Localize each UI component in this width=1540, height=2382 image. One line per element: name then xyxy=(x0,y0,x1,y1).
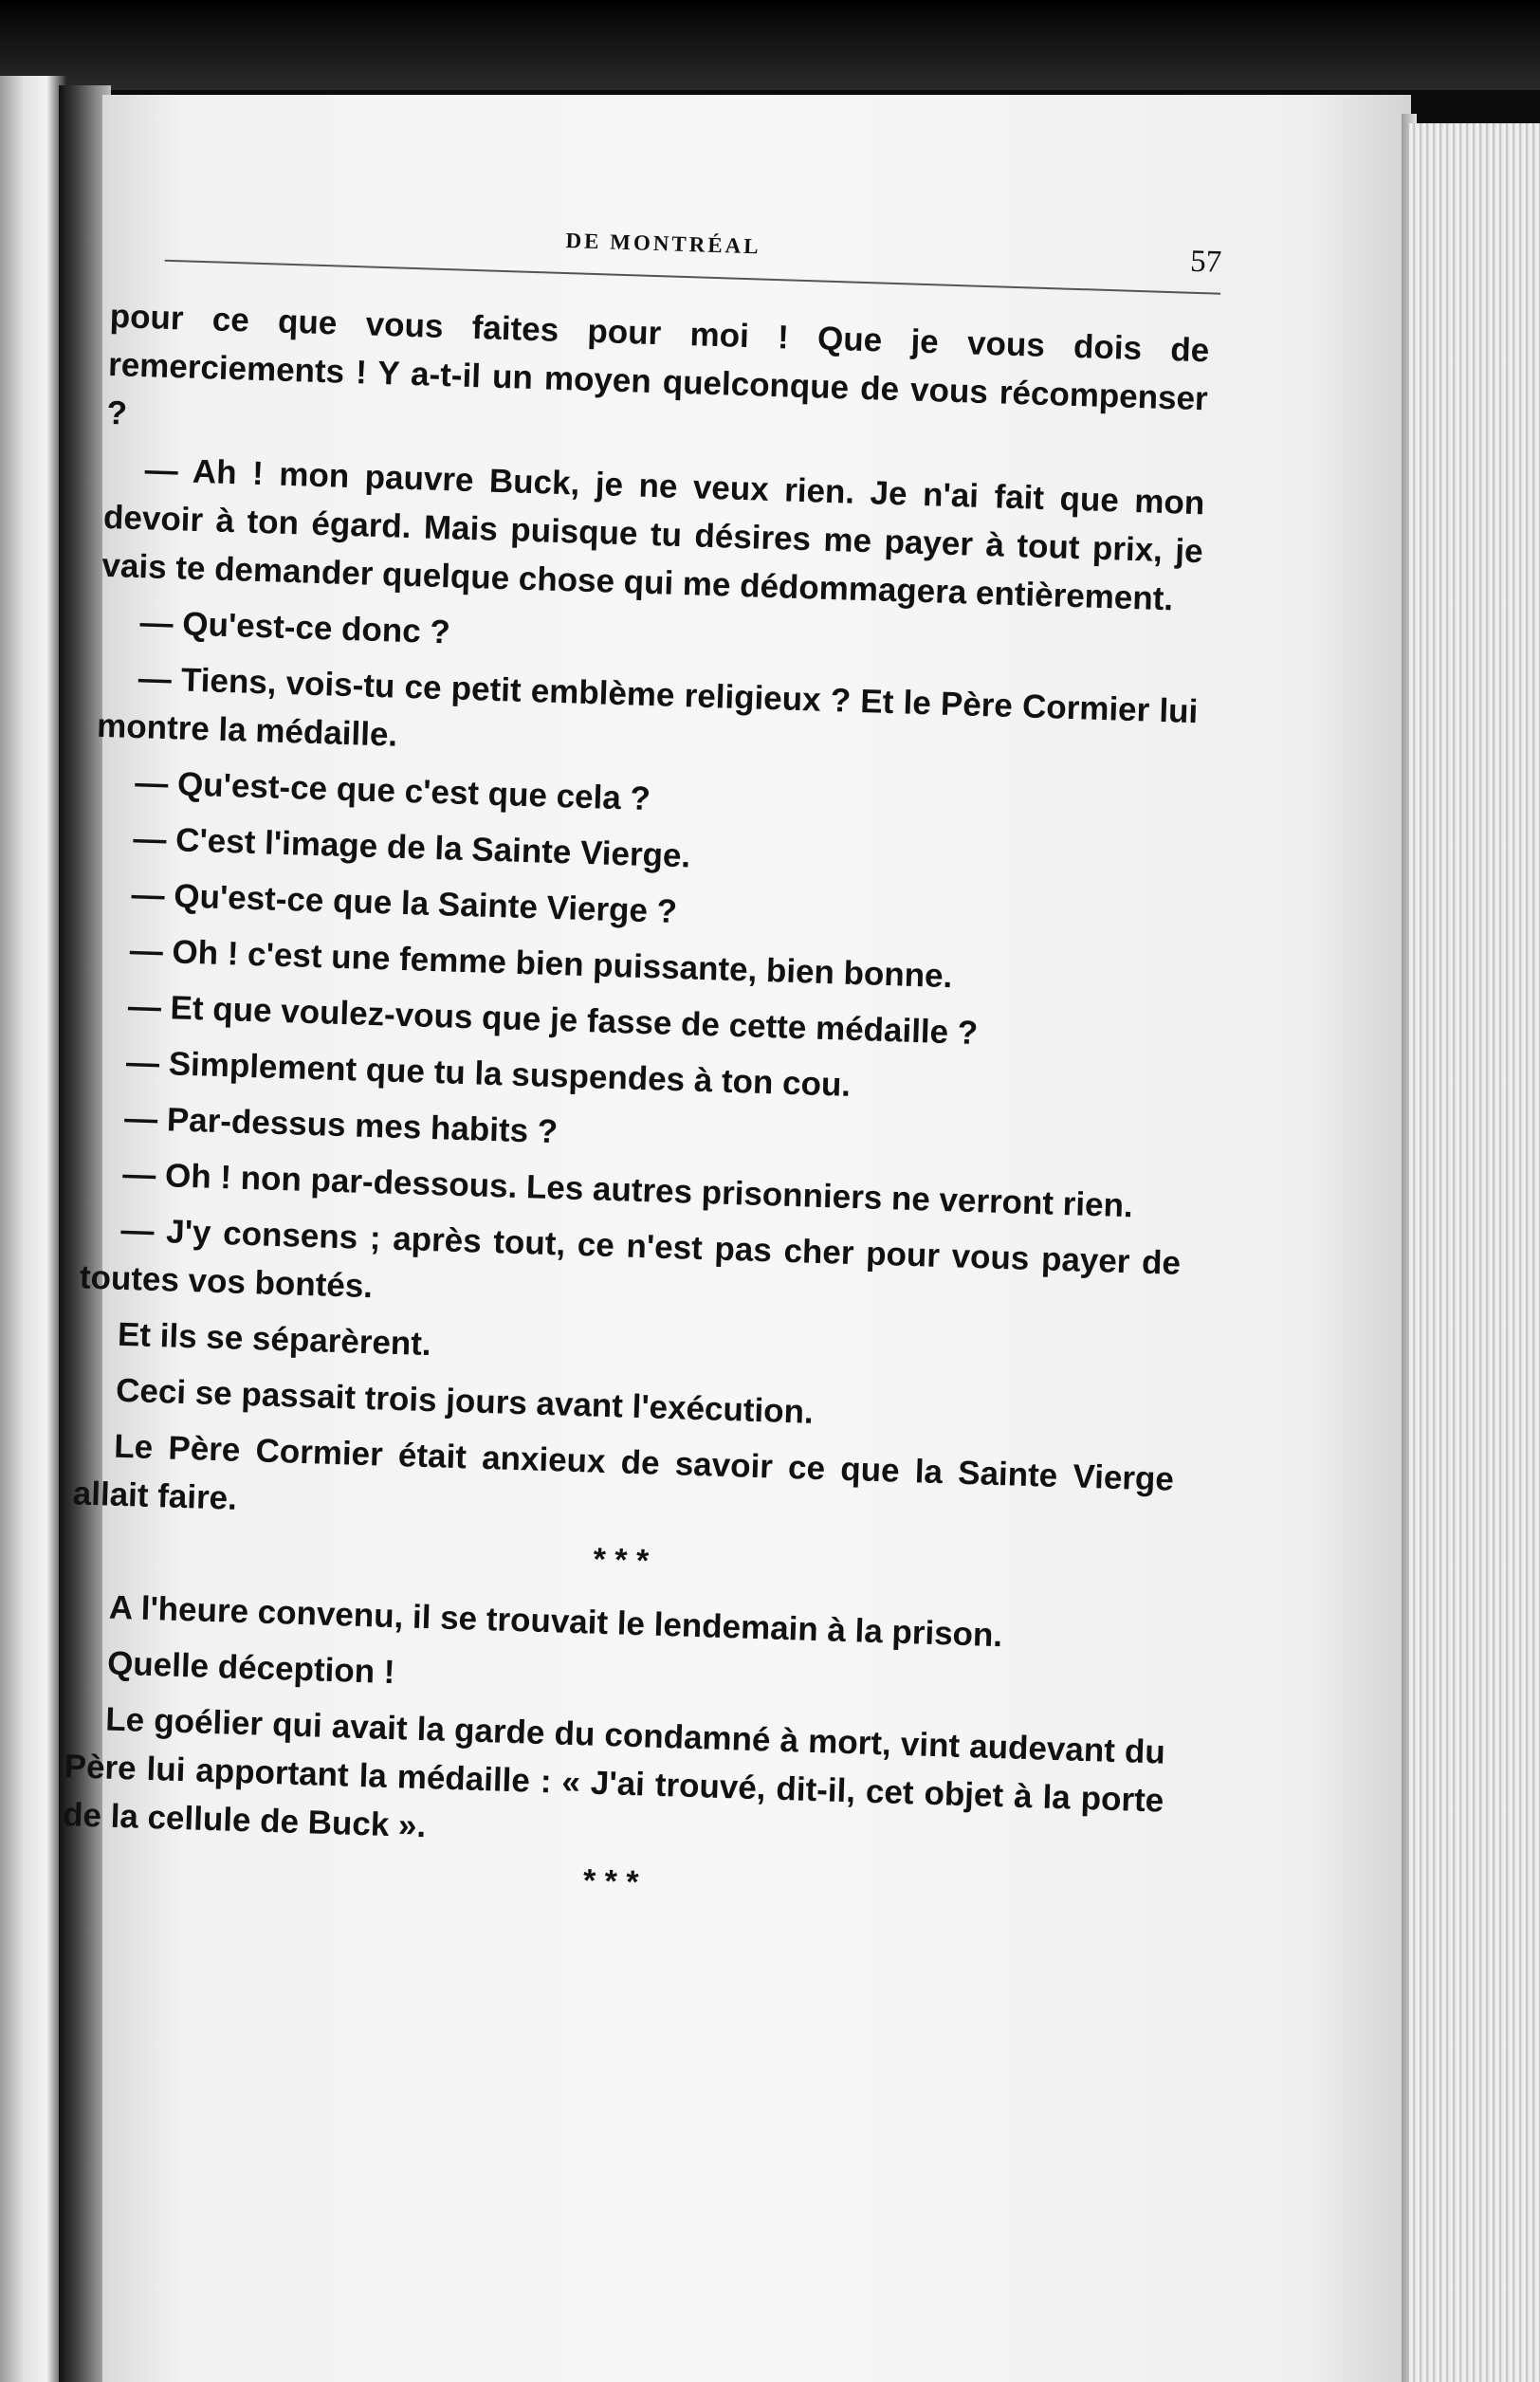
section-separator: * * * xyxy=(592,1541,650,1580)
page-text-block xyxy=(60,190,1222,1938)
page-edge-stack xyxy=(1409,123,1540,2382)
paragraph: Le goélier qui avait la garde du condamné à mort, vint audevant du Père lui apportant la médaille : « J'ai trouvé, dit-il, cet objet à la porte de la cellule de Buck ». xyxy=(62,1700,1166,1845)
paragraph: — Tiens, vois-tu ce petit emblème religieux ? Et le Père Cormier lui montre la médaille. xyxy=(96,660,1199,754)
paragraph: — Qu'est-ce que la Sainte Vierge ? xyxy=(131,875,678,931)
paragraph: Le Père Cormier était anxieux de savoir ce que la Sainte Vierge allait faire. xyxy=(72,1427,1175,1517)
running-head: DE MONTRÉAL xyxy=(565,229,762,259)
paragraph: Ceci se passait trois jours avant l'exécution. xyxy=(115,1371,815,1431)
paragraph: — J'y consens ; après tout, ce n'est pas cher pour vous payer de toutes vos bontés. xyxy=(79,1211,1182,1306)
paragraph: — Qu'est-ce que c'est que cela ? xyxy=(134,764,651,818)
paragraph: — C'est l'image de la Sainte Vierge. xyxy=(132,819,691,875)
section-separator: * * * xyxy=(582,1862,640,1901)
paragraph: A l'heure convenu, il se trouvait le lendemain à la prison. xyxy=(108,1588,1003,1655)
paragraph: — Par-dessus mes habits ? xyxy=(123,1099,559,1151)
paragraph: — Et que voulez-vous que je fasse de cette médaille ? xyxy=(127,987,979,1053)
paragraph: — Qu'est-ce donc ? xyxy=(139,604,451,651)
scan-border xyxy=(0,0,1540,90)
paragraph: — Oh ! c'est une femme bien puissante, bien bonne. xyxy=(129,931,953,996)
facing-page-edge xyxy=(0,76,66,2382)
paragraph: — Simplement que tu la suspendes à ton cou. xyxy=(125,1043,852,1104)
paragraph: Quelle déception ! xyxy=(106,1644,396,1692)
header-rule xyxy=(165,260,1221,295)
paragraph: — Ah ! mon pauvre Buck, je ne veux rien. Je n'ai fait que mon devoir à ton égard. Mais puisque tu désires me payer à tout prix, je vais te demander quelque chose qui me dédommagera entièrement. xyxy=(101,451,1205,618)
paragraph: Et ils se séparèrent. xyxy=(117,1315,432,1364)
page-number: 57 xyxy=(1189,244,1222,280)
paragraph: pour ce que vous faites pour moi ! Que je vous dois de remerciements ! Y a-t-il un moyen quelconque de vous récompenser ? xyxy=(105,297,1210,432)
paragraph: — Oh ! non par-dessous. Les autres prisonniers ne verront rien. xyxy=(121,1155,1134,1225)
